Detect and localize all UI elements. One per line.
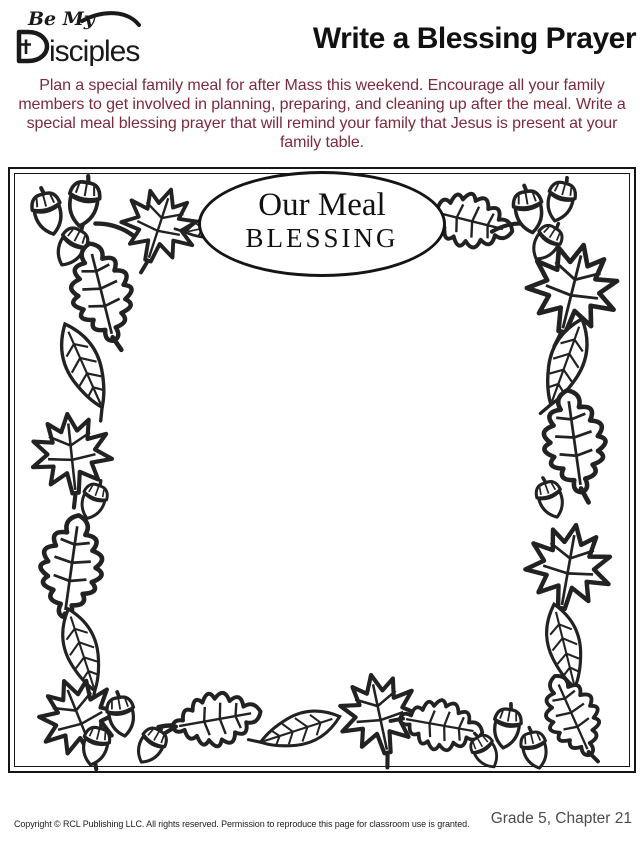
page-title: Write a Blessing Prayer	[312, 22, 636, 55]
blessing-frame	[8, 167, 636, 773]
our-meal-blessing-badge	[198, 171, 446, 277]
intro-paragraph: Plan a special family meal for after Mass this weekend. Encourage all your family members to get involved in planning, preparing, and cleaning up after the meal. Write a special meal blessing prayer that will remind your family that Jesus is present at your family table.	[18, 77, 626, 151]
acorn-icon	[490, 702, 524, 751]
cross-icon	[19, 32, 47, 61]
acorn-icon	[517, 725, 551, 771]
acorn-icon	[542, 174, 580, 224]
badge-line1: Our Meal	[258, 187, 386, 223]
acorn-icon	[64, 173, 103, 228]
copyright-notice: Copyright © RCL Publishing LLC. All rights reserved. Permission to reproduce this page for classroom use is granted.	[14, 819, 470, 829]
logo-script-text: Be My	[28, 8, 95, 30]
logo-word-rest: isciples	[49, 35, 140, 66]
badge-line2: BLESSING	[245, 223, 399, 253]
oak-icon	[159, 685, 265, 755]
acorn-icon	[531, 474, 569, 522]
be-my-disciples-logo	[12, 6, 182, 66]
grade-chapter-reference: Grade 5, Chapter 21	[490, 810, 632, 827]
logo-graphic	[12, 6, 182, 66]
maple-icon	[517, 518, 617, 631]
acorn-icon	[27, 184, 67, 237]
